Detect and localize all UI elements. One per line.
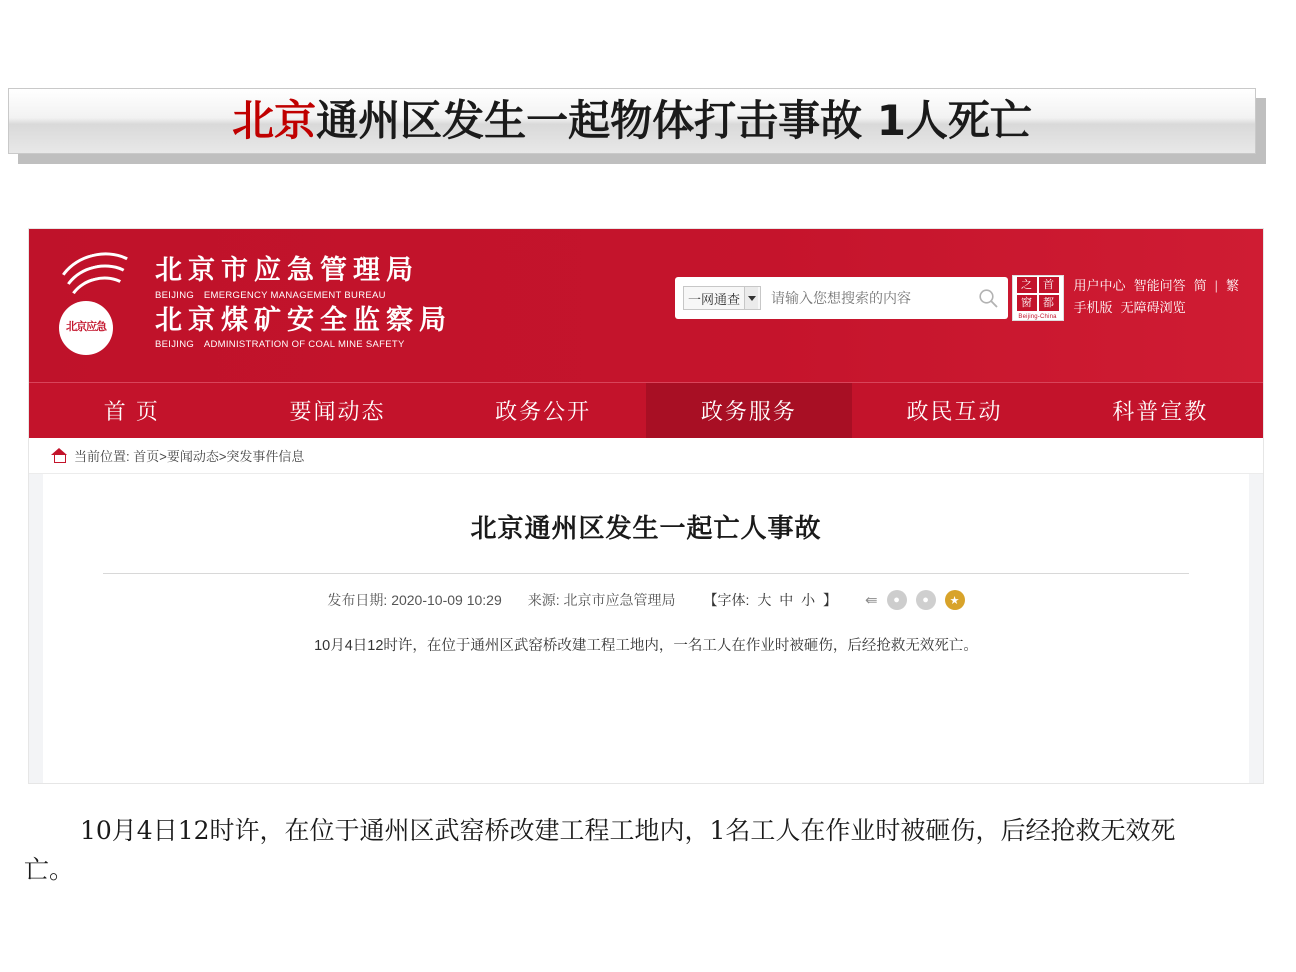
article-card xyxy=(43,474,1249,784)
header-links-row1 xyxy=(1074,275,1247,297)
site-logo[interactable] xyxy=(53,251,452,355)
link-mobile-version[interactable]: 手机版 xyxy=(1073,300,1113,315)
font-size-control[interactable] xyxy=(702,590,839,610)
search-scope-select[interactable] xyxy=(683,286,761,310)
search-icon[interactable] xyxy=(968,278,1008,318)
nav-item-news[interactable]: 要闻动态 xyxy=(289,399,386,424)
emblem-icon xyxy=(53,251,149,355)
wechat-icon[interactable]: ● xyxy=(887,590,907,610)
banner-title-highlight: 北京 xyxy=(232,96,317,145)
breadcrumb xyxy=(29,438,1263,474)
nav-item-gov-disclosure[interactable]: 政务公开 xyxy=(495,399,592,424)
logo-badge-text: 北京应急 xyxy=(59,301,113,355)
font-size-medium[interactable]: 中 xyxy=(779,592,794,608)
badge-char-4: 都 xyxy=(1039,295,1059,311)
favorite-icon[interactable]: ★ xyxy=(945,590,965,610)
article-date-label: 发布日期: xyxy=(327,592,388,608)
search-box[interactable] xyxy=(675,277,1008,319)
slide-caption: 10月4日12时许，在位于通州区武窑桥改建工程工地内，1名工人在作业时被砸伤，后经抢救无效死亡。 xyxy=(24,816,1176,884)
banner-title-rest: 通州区发生一起物体打击事故 1人死亡 xyxy=(316,96,1032,145)
links-separator: | xyxy=(1214,278,1218,293)
article-source-value: 北京市应急管理局 xyxy=(563,592,676,608)
link-smart-qa[interactable]: 智能问答 xyxy=(1133,278,1186,293)
badge-char-2: 首 xyxy=(1039,277,1059,293)
content-area xyxy=(29,474,1263,784)
header-right xyxy=(1012,275,1247,321)
logo-en-line2: BEIJING ADMINISTRATION OF COAL MINE SAFETY xyxy=(155,339,405,351)
nav-item-home[interactable]: 首 页 xyxy=(103,399,160,424)
main-nav xyxy=(29,382,1263,438)
site-header xyxy=(29,229,1263,382)
article-date xyxy=(327,590,501,610)
page-title xyxy=(232,96,1032,145)
slide-banner xyxy=(8,88,1266,164)
share-icon[interactable]: ⇚ xyxy=(864,592,878,609)
logo-cn-line1: 北京市应急管理局 xyxy=(155,254,419,285)
header-links-row2 xyxy=(1074,297,1247,319)
home-icon xyxy=(51,448,67,463)
header-links xyxy=(1074,275,1247,319)
article-title: 北京通州区发生一起亡人事故 xyxy=(470,513,822,543)
article-source xyxy=(528,590,676,610)
chevron-down-icon xyxy=(744,287,758,309)
share-row xyxy=(865,590,965,610)
breadcrumb-text: 当前位置: 首页>要闻动态>突发事件信息 xyxy=(74,449,305,464)
search-scope-label: 一网通查 xyxy=(688,291,741,307)
logo-cn-line2: 北京煤矿安全监察局 xyxy=(155,304,452,335)
nav-item-gov-services[interactable]: 政务服务 xyxy=(646,383,852,438)
banner-plate xyxy=(8,88,1256,154)
nav-item-education[interactable]: 科普宣教 xyxy=(1112,399,1209,424)
article-source-label: 来源: xyxy=(527,592,560,608)
badge-subtitle: Beijing-China xyxy=(1018,314,1057,320)
link-traditional[interactable]: 繁 xyxy=(1225,278,1239,293)
logo-text-block xyxy=(155,256,452,350)
link-accessibility[interactable]: 无障碍浏览 xyxy=(1120,300,1186,315)
article-date-value: 2020-10-09 10:29 xyxy=(391,592,502,608)
article-meta xyxy=(103,574,1189,624)
font-size-large[interactable]: 大 xyxy=(757,592,772,608)
link-simplified[interactable]: 简 xyxy=(1193,278,1207,293)
nav-item-interaction[interactable]: 政民互动 xyxy=(906,399,1003,424)
logo-en-line1: BEIJING EMERGENCY MANAGEMENT BUREAU xyxy=(155,289,386,301)
font-size-bracket-end: 】 xyxy=(822,592,837,608)
link-user-center[interactable]: 用户中心 xyxy=(1073,278,1126,293)
article-body: 10月4日12时许，在位于通州区武窑桥改建工程工地内，一名工人在作业时被砸伤，后经抢救无效死亡。 xyxy=(314,638,978,654)
beijing-china-badge[interactable] xyxy=(1012,275,1064,321)
website-screenshot xyxy=(28,228,1264,784)
search-input[interactable] xyxy=(761,289,968,307)
font-size-label: 【字体: xyxy=(703,592,750,608)
weibo-icon[interactable]: ● xyxy=(916,590,936,610)
font-size-small[interactable]: 小 xyxy=(801,592,816,608)
badge-char-1: 之 xyxy=(1017,277,1037,293)
badge-char-3: 窗 xyxy=(1017,295,1037,311)
